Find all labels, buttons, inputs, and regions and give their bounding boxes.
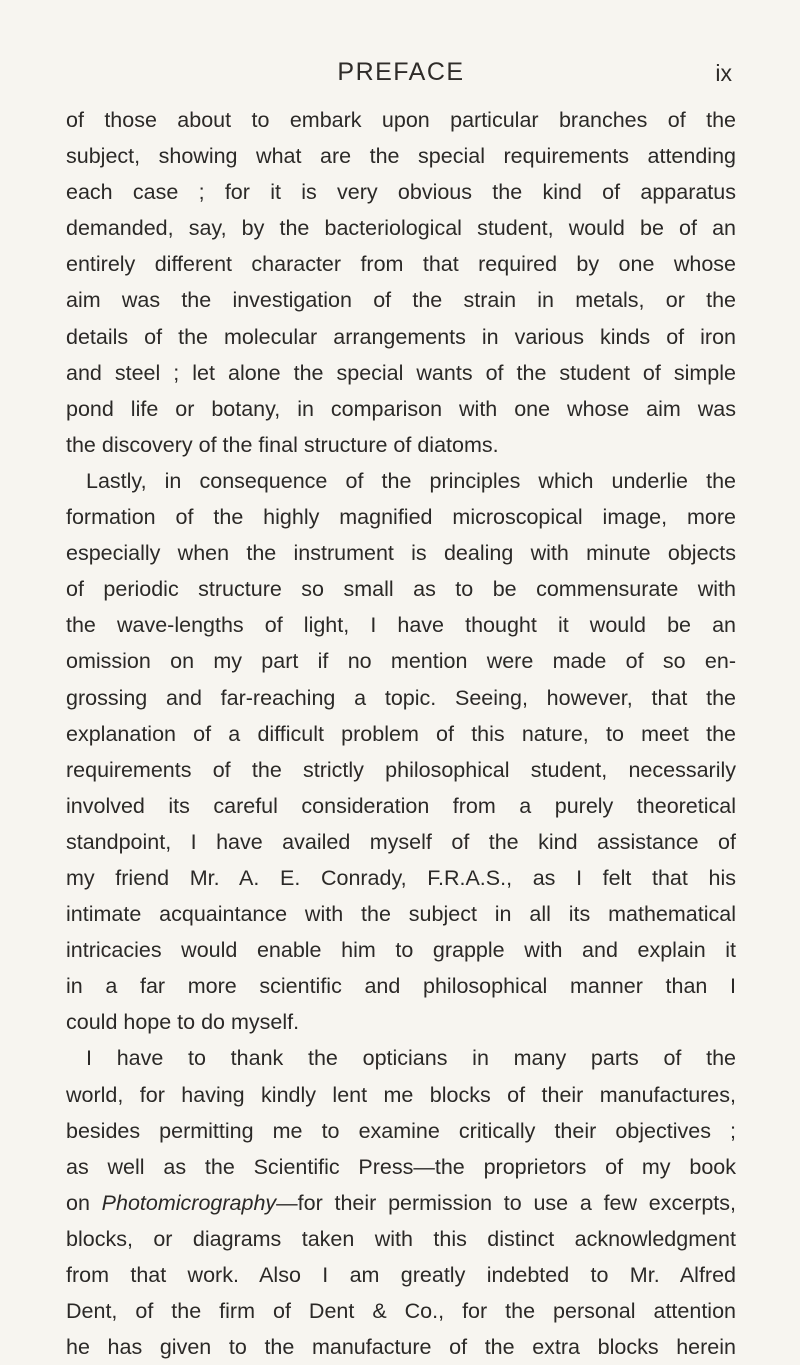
- text-line: Dent, of the firm of Dent & Co., for the personal attention: [66, 1299, 736, 1324]
- text-line: from that work. Also I am greatly indebted to Mr. Alfred: [66, 1263, 736, 1287]
- text-line: explanation of a difficult problem of this nature, to meet the: [66, 721, 736, 746]
- text-line: each case ; for it is very obvious the kind of apparatus: [66, 180, 736, 205]
- text-line: demanded, say, by the bacteriological student, would be of an: [66, 216, 736, 241]
- text-line: in a far more scientific and philosophical manner than I: [66, 974, 736, 999]
- text-line: subject, showing what are the special requirements attending: [66, 144, 736, 169]
- text-line: intimate acquaintance with the subject in all its mathematical: [66, 902, 736, 927]
- body-text: [66, 102, 736, 1365]
- text-line: pond life or botany, in comparison with one whose aim was: [66, 396, 736, 421]
- line-suffix: —for their permission to use a few excerpts,: [276, 1190, 737, 1215]
- line-prefix: on: [66, 1190, 102, 1215]
- text-line: as well as the Scientific Press—the proprietors of my book: [66, 1154, 736, 1179]
- text-line: entirely different character from that required by one whose: [66, 252, 736, 277]
- text-line: aim was the investigation of the strain in metals, or the: [66, 288, 736, 313]
- text-line: of those about to embark upon particular branches of the: [66, 108, 736, 132]
- text-line: the wave-lengths of light, I have thought it would be an: [66, 613, 736, 638]
- text-line: the discovery of the final structure of diatoms.: [66, 432, 499, 457]
- text-line: intricacies would enable him to grapple with and explain it: [66, 938, 736, 963]
- page-number: ix: [715, 60, 732, 86]
- text-line: requirements of the strictly philosophical student, necessarily: [66, 757, 736, 782]
- text-line: involved its careful consideration from a purely theoretical: [66, 793, 736, 818]
- running-title: PREFACE: [337, 58, 465, 86]
- text-line: and steel ; let alone the special wants of the student of simple: [66, 360, 736, 385]
- text-line: Lastly, in consequence of the principles which underlie the: [86, 468, 736, 493]
- text-line: I have to thank the opticians in many parts of the: [86, 1046, 736, 1071]
- text-line: besides permitting me to examine critically their objectives ;: [66, 1118, 736, 1143]
- text-line: world, for having kindly lent me blocks of their manufactures,: [66, 1082, 736, 1107]
- text-line: grossing and far-reaching a topic. Seeing, however, that the: [66, 685, 736, 710]
- text-line: omission on my part if no mention were made of so en-: [66, 649, 736, 674]
- text-line-with-italic-title: [66, 1185, 736, 1221]
- page-header: [66, 58, 736, 94]
- text-line: details of the molecular arrangements in various kinds of iron: [66, 324, 736, 349]
- text-line: standpoint, I have availed myself of the kind assistance of: [66, 829, 736, 854]
- text-line: my friend Mr. A. E. Conrady, F.R.A.S., as I felt that his: [66, 865, 736, 890]
- book-title-italic: Photomicrography: [101, 1190, 277, 1215]
- text-line: especially when the instrument is dealing with minute objects: [66, 541, 736, 566]
- text-line: blocks, or diagrams taken with this distinct acknowledgment: [66, 1226, 736, 1251]
- text-line: he has given to the manufacture of the extra blocks herein: [66, 1335, 736, 1360]
- text-line: formation of the highly magnified microscopical image, more: [66, 505, 736, 530]
- text-line: could hope to do myself.: [66, 1010, 300, 1035]
- text-line: of periodic structure so small as to be commensurate with: [66, 577, 736, 602]
